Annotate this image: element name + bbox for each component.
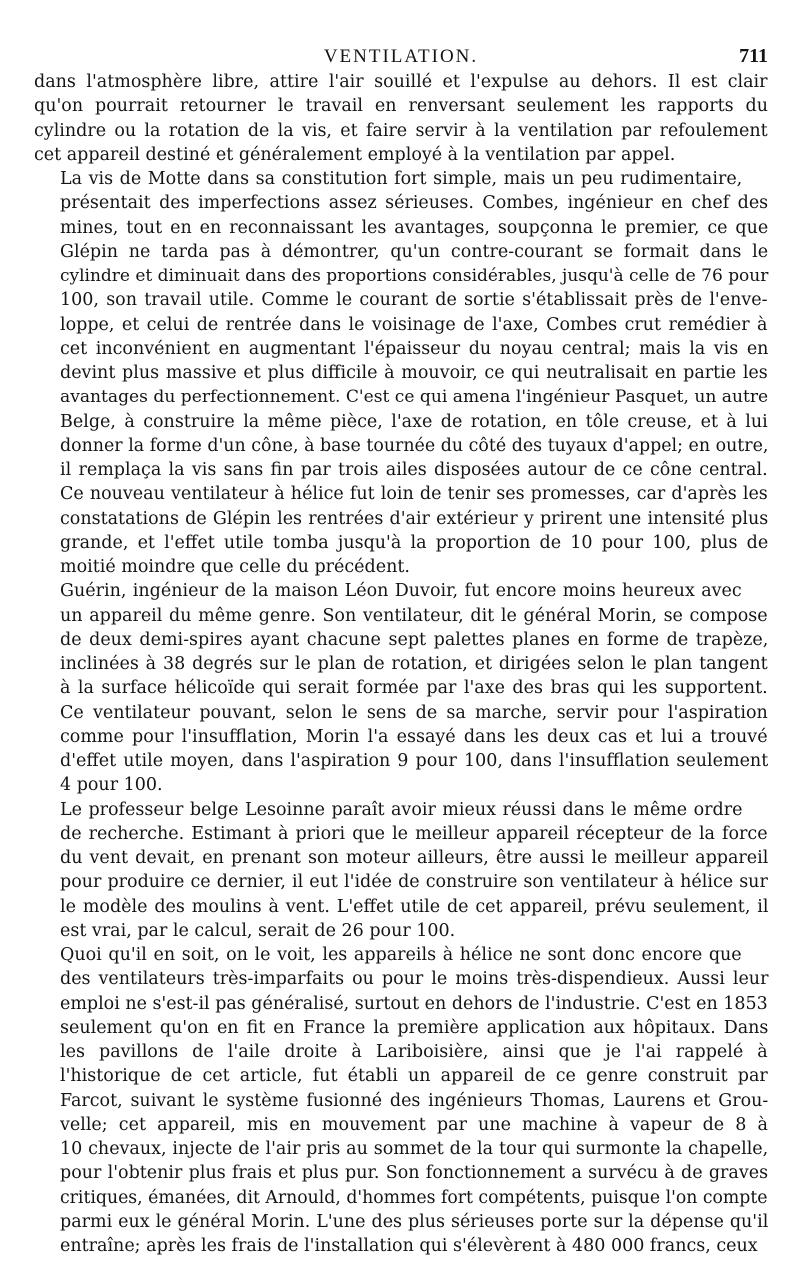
text-line: il remplaça la vis sans fin par trois ailes disposées autour de ce cône central. [60,460,768,480]
text-line: du vent devait, en prenant son moteur ailleurs, être aussi le meilleur appareil [60,848,769,868]
text-line: Ce ventilateur pouvant, selon le sens de sa marche, servir pour l'aspiration [60,702,768,723]
text-line: un appareil du même genre. Son ventilateur, dit le général Morin, se compose [60,605,768,626]
text-line: seulement qu'on en fit en France la première application aux hôpitaux. Dans [60,1017,769,1038]
text-line: d'effet utile moyen, dans l'aspiration 9 pour 100, dans l'insufflation seulement [60,751,769,771]
text-line: est vrai, par le calcul, serait de 26 pour 100. [60,920,456,941]
text-line: 10 chevaux, injecte de l'air pris au sommet de la tour qui surmonte la chapelle, [60,1139,769,1159]
text-line: grande, et l'effet utile tomba jusqu'à la proportion de 10 pour 100, plus de [60,532,769,553]
text-line: pour produire ce dernier, il eut l'idée de construire son ventilateur à hélice sur [60,872,768,893]
text-line: les pavillons de l'aile droite à Lariboisière, ainsi que je l'ai rappelé à [60,1042,768,1062]
running-title: VENTILATION. [323,46,479,67]
paragraph [34,167,768,579]
text-line: cylindre et diminuait dans des proportions considérables, jusqu'à celle de 76 pour [60,266,769,286]
text-line: l'historique de cet article, fut établi un appareil de ce genre construit par [60,1066,768,1087]
text-line: loppe, et celui de rentrée dans le voisinage de l'axe, Combes crut remédier à [60,314,768,335]
text-line: de recherche. Estimant à priori que le meilleur appareil récepteur de la force [60,823,768,844]
text-line: emploi ne s'est-il pas généralisé, surtout en dehors de l'industrie. C'est en 1853 [60,993,768,1014]
paragraph [34,798,768,944]
paragraph [34,70,768,167]
text-line: parmi eux le général Morin. L'une des plus sérieuses porte sur la dépense qu'il [60,1211,769,1232]
text-line: cylindre ou la rotation de la vis, et faire servir à la ventilation par refoulement [34,120,768,141]
text-line: pour l'obtenir plus frais et plus pur. Son fonctionnement a survécu à de graves [60,1163,769,1184]
page-number: 711 [739,45,768,67]
text-line: de deux demi-spires ayant chacune sept palettes planes en forme de trapèze, [60,629,769,650]
text-line: dans l'atmosphère libre, attire l'air souillé et l'expulse au dehors. Il est clair [34,72,768,92]
text-line: devint plus massive et plus difficile à mouvoir, ce qui neutralisait en partie les [60,363,768,383]
text-line: critiques, émanées, dit Arnould, d'hommes fort compétents, puisque l'on compte [60,1187,768,1208]
text-line: Guérin, ingénieur de la maison Léon Duvoir, fut encore moins heureux avec [60,581,742,602]
text-line: La vis de Motte dans sa constitution fort simple, mais un peu rudimentaire, [60,169,743,189]
text-line: des ventilateurs très-imparfaits ou pour le moins très-dispendieux. Aussi leur [60,969,769,990]
text-line: Ce nouveau ventilateur à hélice fut loin de tenir ses promesses, car d'après les [60,484,768,505]
text-line: mines, tout en en reconnaissant les avantages, soupçonna le premier, ce que [60,217,769,238]
text-line: à la surface hélicoïde qui serait formée par l'axe des bras qui les supportent. [60,678,768,699]
text-line: qu'on pourrait retourner le travail en renversant seulement les rapports du [34,96,769,117]
text-line: 100, son travail utile. Comme le courant de sortie s'établissait près de l'enve- [60,290,768,311]
text-line: Glépin ne tarda pas à démontrer, qu'un contre-courant se formait dans le [60,241,769,262]
text-line: velle; cet appareil, mis en mouvement par une machine à vapeur de 8 à [60,1114,768,1135]
text-line: Quoi qu'il en soit, on le voit, les appareils à hélice ne sont donc encore que [60,945,742,965]
running-head [34,38,768,70]
text-line: entraîne; après les frais de l'installation qui s'élevèrent à 480 000 francs, ceux [60,1236,758,1256]
text-line: présentait des imperfections assez sérieuses. Combes, ingénieur en chef des [60,193,769,214]
text-line: avantages du perfectionnement. C'est ce qui amena l'ingénieur Pasquet, un autre [60,387,769,408]
text-line: inclinées à 38 degrés sur le plan de rotation, et dirigées selon le plan tangent [60,654,768,674]
text-line: comme pour l'insufflation, Morin l'a essayé dans les deux cas et lui a trouvé [60,726,768,747]
text-line: constatations de Glépin les rentrées d'air extérieur y prirent une intensité plus [60,508,769,529]
text-line: 4 pour 100. [60,775,163,796]
paragraph [34,943,768,1258]
text-line: donner la forme d'un cône, à base tournée du côté des tuyaux d'appel; en outre, [60,435,769,456]
text-line: moitié moindre que celle du précédent. [60,557,410,577]
body-text [34,70,768,1258]
text-line: cet appareil destiné et généralement employé à la ventilation par appel. [34,144,676,165]
text-line: Le professeur belge Lesoinne paraît avoir mieux réussi dans le même ordre [60,799,743,820]
paragraph [34,579,768,797]
text-line: Farcot, suivant le système fusionné des ingénieurs Thomas, Laurens et Grou- [60,1090,769,1111]
text-line: le modèle des moulins à vent. L'effet utile de cet appareil, prévu seulement, il [60,896,769,917]
text-line: cet inconvénient en augmentant l'épaisseur du noyau central; mais la vis en [60,338,769,359]
text-line: Belge, à construire la même pièce, l'axe de rotation, en tôle creuse, et à lui [60,411,768,432]
